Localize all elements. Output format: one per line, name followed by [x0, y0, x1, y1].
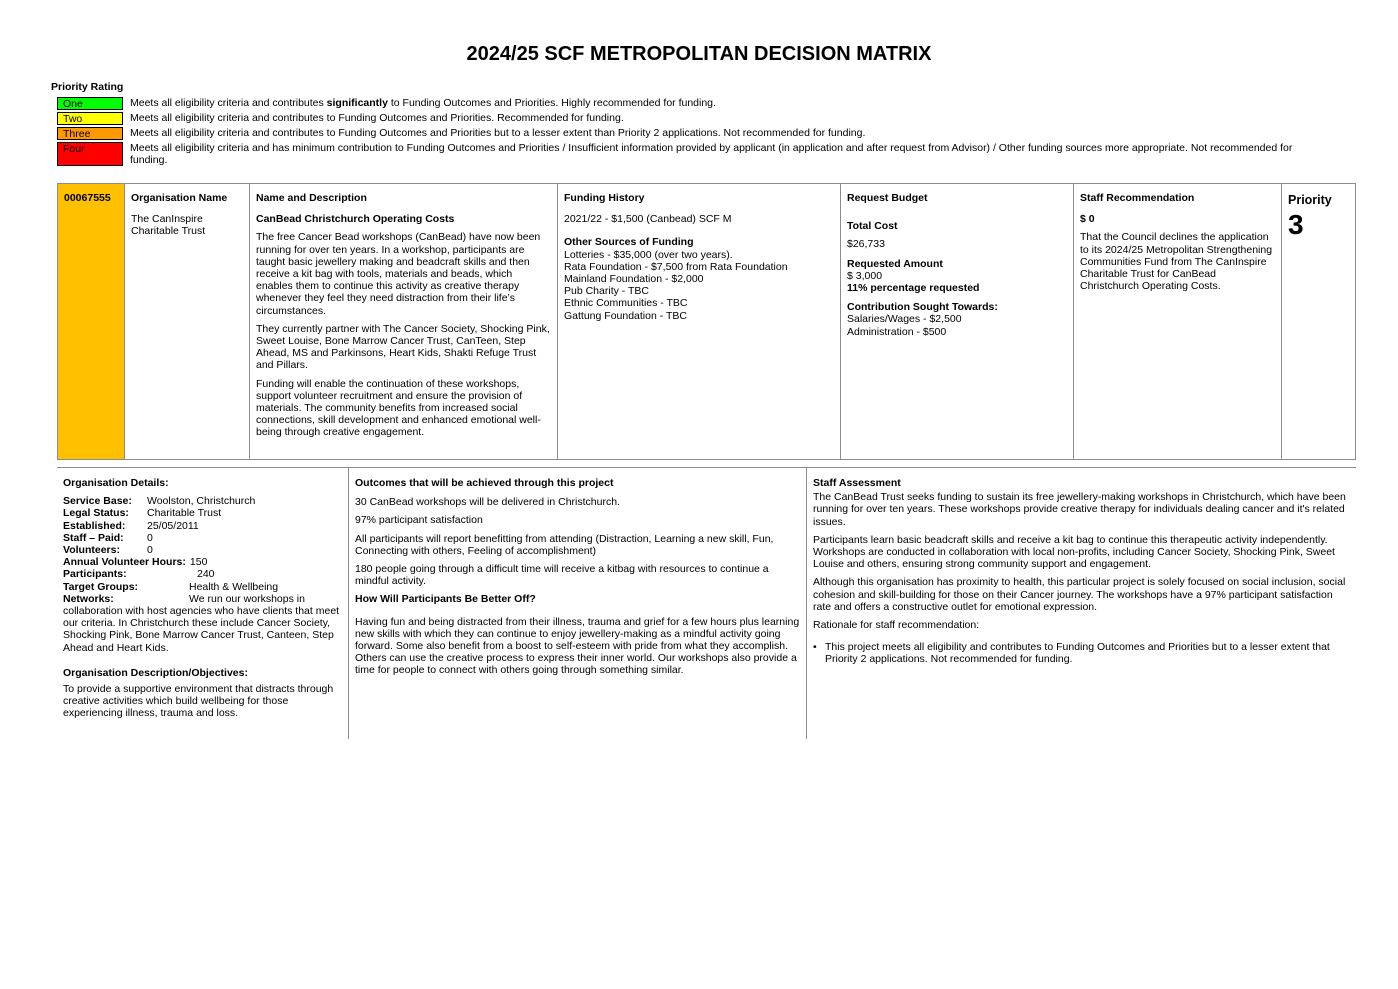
outcome-item: 30 CanBead workshops will be delivered in Christchurch.	[355, 496, 620, 509]
description-cell	[250, 184, 558, 459]
networks-text: collaboration with host agencies who have clients that meet our criteria. In Christchurch these include Cancer Society, Shocking Pink, Bone Marrow Cancer Trust, Canteen, Step Ahead and Heart Kids.	[63, 605, 340, 654]
priority-swatch-four: Four	[57, 142, 123, 166]
networks	[63, 593, 342, 654]
other-source-item: Lotteries - $35,000 (over two years).	[564, 248, 733, 261]
details-section	[57, 467, 1356, 739]
priority-value: 3	[1288, 209, 1304, 240]
staff-recommendation-amount: $ 0	[1080, 213, 1095, 226]
assessment-paragraph: Although this organisation has proximity to health, this particular project is solely focused on social inclusion, social cohesion and skill-building for those on their Cancer journey. The workshops have a 97% participant satisfaction rate and offers a constructive outlet for emotional expression.	[813, 576, 1346, 613]
other-source-item: Gattung Foundation - TBC	[564, 309, 687, 322]
priority-legend-row-one	[57, 97, 1317, 110]
better-off-header: How Will Participants Be Better Off?	[355, 593, 536, 606]
outcomes-header: Outcomes that will be achieved through this project	[355, 477, 614, 489]
other-source-item: Mainland Foundation - $2,000	[564, 273, 704, 286]
target-groups-label: Target Groups:	[63, 580, 139, 593]
page-title: 2024/25 SCF METROPOLITAN DECISION MATRIX	[466, 43, 932, 65]
staff-recommendation-text: That the Council declines the application to its 2024/25 Metropolitan Strengthening Communities Fund from The CanInspire Charitable Trust for CanBead Christchurch Operating Costs.	[1080, 231, 1273, 293]
priority-swatch-one: One	[57, 97, 123, 110]
application-table	[57, 183, 1356, 460]
networks-label: Networks:	[63, 592, 114, 605]
priority-legend-row-two	[57, 112, 1317, 125]
objectives-header: Organisation Description/Objectives:	[63, 666, 248, 679]
detail-row	[63, 556, 342, 568]
annual-hours-label: Annual Volunteer Hours:	[63, 556, 186, 569]
staff-paid-label: Staff – Paid:	[63, 531, 124, 544]
requested-amount: $ 3,000	[847, 269, 883, 282]
staff-recommendation-cell	[1074, 184, 1282, 459]
staff-recommendation-header: Staff Recommendation	[1080, 192, 1195, 204]
contribution-item: Administration - $500	[847, 325, 947, 338]
detail-row	[63, 581, 342, 593]
organisation-name-cell	[125, 184, 250, 459]
funding-history: 2021/22 - $1,500 (Canbead) SCF M	[564, 213, 732, 226]
assessment-paragraph: Participants learn basic beadcraft skills and receive a kit bag to continue this therapeutic activity independently. Workshops are conducted in collaboration with local non-profits, including Cancer Society, Shocking Pink, Sweet Louise and others, ensuring strong community support and engagement.	[813, 533, 1335, 571]
bullet-icon: •	[813, 641, 817, 654]
priority-legend-text-one: Meets all eligibility criteria and contributes significantly to Funding Outcomes and Priorities. Highly recommended for funding.	[130, 97, 716, 109]
outcomes-panel	[349, 468, 807, 739]
detail-row	[63, 507, 342, 519]
funding-history-cell	[558, 184, 841, 459]
assessment-paragraph: The CanBead Trust seeks funding to sustain its free jewellery-making workshops in Christchurch, which have been running for over ten years. These workshops provide creative therapy for individuals dealing cancer and it's related issues.	[813, 491, 1346, 528]
total-cost: $26,733	[847, 238, 885, 251]
established-value: 25/05/2011	[147, 519, 199, 532]
priority-legend-text-two: Meets all eligibility criteria and contributes to Funding Outcomes and Priorities. Recommended for funding.	[130, 112, 624, 124]
funding-history-header: Funding History	[564, 192, 645, 204]
legal-status-value: Charitable Trust	[147, 507, 222, 520]
priority-swatch-two: Two	[57, 112, 123, 125]
priority-header: Priority	[1288, 193, 1332, 207]
detail-row	[63, 544, 342, 556]
other-sources-header: Other Sources of Funding	[564, 236, 694, 249]
detail-row	[63, 495, 342, 507]
application-id-cell	[58, 184, 125, 459]
description-paragraph: The free Cancer Bead workshops (CanBead) have now been running for over ten years. In a workshop, participants are taught basic jewellery making and beadcraft skills and then receive a kit bag with tools, materials and beads, which enables them to continue this activity as creative therapy whenever they feel they need distraction from their life’s circumstances.	[256, 231, 541, 317]
volunteers-value: 0	[147, 544, 153, 557]
assessment-paragraph: Rationale for staff recommendation:	[813, 619, 980, 632]
detail-row	[63, 532, 342, 544]
organisation-details-panel	[57, 468, 349, 739]
outcome-item: 180 people going through a difficult time will receive a kitbag with resources to continue a mindful activity.	[355, 563, 769, 588]
target-groups-value: Health & Wellbeing	[189, 580, 279, 593]
contribution-label: Contribution Sought Towards:	[847, 301, 998, 314]
priority-legend-text-four: Meets all eligibility criteria and has minimum contribution to Funding Outcomes and Priorities / Insufficient information provided by applicant (in application and after request from Advisor) / Other funding sources more appropriate. Not recommended for funding.	[130, 142, 1293, 166]
project-name: CanBead Christchurch Operating Costs	[256, 213, 455, 226]
priority-legend-text-three: Meets all eligibility criteria and contributes to Funding Outcomes and Priorities but to a lesser extent than Priority 2 applications. Not recommended for funding.	[130, 127, 866, 139]
priority-rating-heading: Priority Rating	[51, 81, 124, 93]
application-id: 00067555	[64, 192, 111, 204]
priority-legend	[57, 97, 1317, 168]
other-source-item: Pub Charity - TBC	[564, 285, 649, 298]
percentage-requested: 11% percentage requested	[847, 282, 980, 295]
service-base-label: Service Base:	[63, 495, 132, 508]
description-paragraph: They currently partner with The Cancer Society, Shocking Pink, Sweet Louise, Bone Marrow Cancer Trust, CanTeen, Step Ahead, MS and Parkinsons, Heart Kids, Shakti Refuge Trust and Pillars.	[256, 322, 550, 372]
description-header: Name and Description	[256, 192, 367, 204]
description-paragraph: Funding will enable the continuation of these workshops, support volunteer recruitment and ensure the provision of materials. The community benefits from increased social connections, skill development and enhanced emotional well-being through creative engagement.	[256, 377, 541, 439]
annual-hours-value: 150	[189, 556, 208, 569]
organisation-name: The CanInspire Charitable Trust	[131, 213, 206, 238]
staff-assessment-header: Staff Assessment	[813, 477, 901, 489]
detail-row	[63, 520, 342, 532]
organisation-details-header: Organisation Details:	[63, 477, 169, 489]
assessment-bullet	[813, 641, 1350, 665]
priority-swatch-three: Three	[57, 127, 123, 140]
service-base-value: Woolston, Christchurch	[147, 495, 256, 508]
outcome-item: All participants will report benefitting from attending (Distraction, Learning a new skill, Fun, Connecting with others, Feeling of accomplishment)	[355, 532, 774, 557]
participants-label: Participants:	[63, 568, 127, 581]
assessment-bullet-text: This project meets all eligibility and contributes to Funding Outcomes and Priorities but to a lesser extent that Priority 2 applications. Not recommended for funding.	[825, 641, 1330, 666]
priority-legend-row-four	[57, 142, 1317, 166]
contribution-item: Salaries/Wages - $2,500	[847, 313, 962, 326]
volunteers-label: Volunteers:	[63, 544, 120, 557]
networks-first-line: We run our workshops in	[189, 592, 305, 605]
objectives-text: To provide a supportive environment that distracts through creative activities which build wellbeing for those experiencing illness, trauma and loss.	[63, 683, 334, 720]
priority-legend-row-three	[57, 127, 1317, 140]
other-source-item: Rata Foundation - $7,500 from Rata Foundation	[564, 260, 788, 273]
total-cost-label: Total Cost	[847, 220, 898, 233]
outcome-item: 97% participant satisfaction	[355, 514, 483, 527]
better-off-text: Having fun and being distracted from their illness, trauma and grief for a few hours plus learning new skills with which they can continue to enjoy jewellery-making as a mindful activity going forward. Some also benefit from a boost to self-esteem with pride from what they accomplish. Others can use the creative process to express their inner world. Our workshops also provide a time for people to connect with others going through something similar.	[355, 615, 800, 677]
staff-assessment-panel	[807, 468, 1356, 739]
detail-row	[63, 568, 342, 580]
requested-amount-label: Requested Amount	[847, 257, 943, 270]
staff-paid-value: 0	[147, 531, 153, 544]
other-source-item: Ethnic Communities - TBC	[564, 297, 688, 310]
request-budget-header: Request Budget	[847, 192, 928, 204]
priority-cell	[1282, 184, 1355, 459]
participants-value: 240	[197, 568, 215, 581]
organisation-name-header: Organisation Name	[131, 192, 228, 204]
legal-status-label: Legal Status:	[63, 507, 129, 520]
established-label: Established:	[63, 519, 126, 532]
request-budget-cell	[841, 184, 1074, 459]
